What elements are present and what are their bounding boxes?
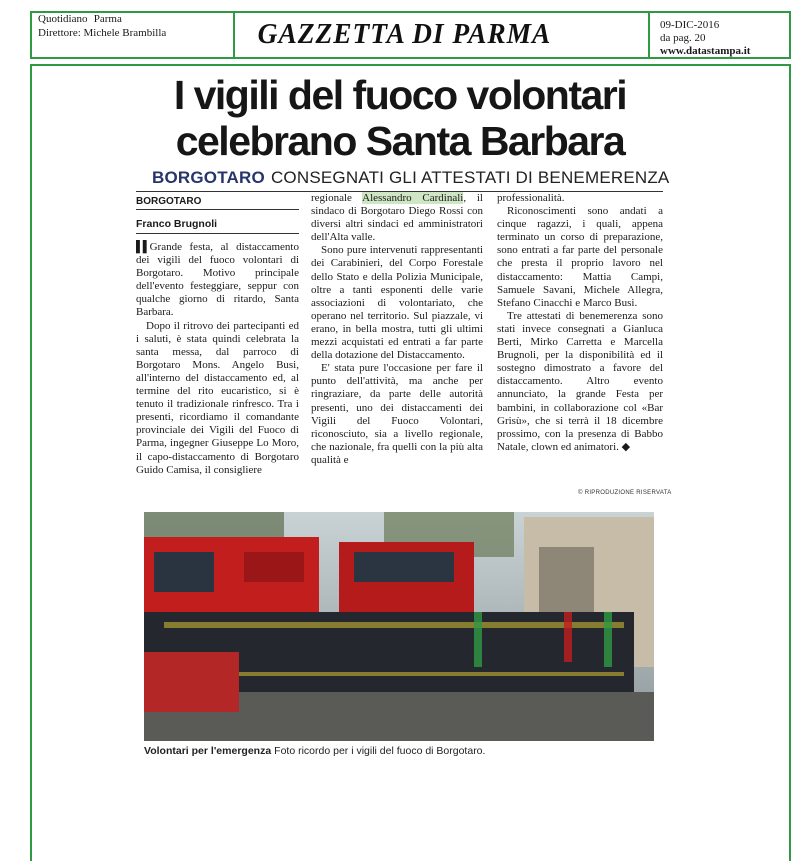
header-divider-right [648,12,650,59]
subtitle [152,168,670,188]
headline-line-2: celebrano Santa Barbara [175,118,625,164]
subtitle-text: CONSEGNATI GLI ATTESTATI DI BENEMERENZA [270,168,670,187]
group-photo [144,512,654,741]
author: Franco Brugnoli [136,218,218,230]
page-ref: da pag. 20 [660,32,706,44]
date: 09-DIC-2016 [660,19,720,31]
kicker: BORGOTARO [152,168,265,187]
location-tag: BORGOTARO [136,196,202,207]
article-column-2 [311,192,483,467]
caption-text: Foto ricordo per i vigili del fuoco di Borgotaro. [274,745,486,757]
author-rule [136,233,299,234]
site-link[interactable]: www.datastampa.it [660,45,751,57]
paper-city: Parma [93,13,122,25]
group-photo-illustration [144,512,654,741]
masthead: GAZZETTA DI PARMA [257,19,552,50]
copyright-note: © RIPRODUZIONE RISERVATA [578,490,672,496]
paragraph: Sono pure intervenuti rappresentanti dei Carabinieri, del Corpo Forestale dello Stato e della Polizia Municipale, oltre a tanti esponenti delle varie associazioni di volontariato, che operano nel territorio. Sul piazzale, vi erano, in bella mostra, tutti gli ultimi mezzi acquistati ed entrati a far parte della dotazione del Distaccamento. [311,244,483,362]
paragraph: regionale Alessandro Cardinali, il sindaco di Borgotaro Diego Rossi con diversi altri sindaci ed amministratori dell'Alta valle. [311,192,483,244]
article-column-1 [136,241,299,477]
paragraph: Tre attestati di benemerenza sono stati invece consegnati a Gianluca Berti, Mirko Carretta e Marcella Brugnoli, per la disponibilità ed il sostegno dimostrato a favore del distaccamento. Altro evento annunciato, la grande Festa per bambini, in collaborazione col «Bar Grisù», che si terrà il 18 dicembre prossimo, con la presenza di Babbo Natale, clown ed animatori. ◆ [497,309,663,453]
paragraph: ▌▌Grande festa, al distaccamento dei vigili del fuoco volontari di Borgotaro. Motivo principale dell'evento festeggiare, seppur con qualche giorno di ritardo, Santa Barbara. [136,241,299,319]
paragraph: Dopo il ritrovo dei partecipanti ed i saluti, è stata quindi celebrata la santa messa, dal parroco di Borgotaro Mons. Angelo Busi, all'interno del distaccamento ed, al termine del rito eucaristico, si è tenuto il tradizionale rinfresco. Tra i presenti, ricordiamo il comandante provinciale dei Vigili del Fuoco di Parma, ingegner Giuseppe Lo Moro, il capo-distaccamento di Borgotaro Guido Camisa, il consigliere [136,319,299,476]
paragraph-mark: ▌▌ [136,241,150,253]
header-left [38,12,166,40]
paragraph: professionalità. [497,192,565,204]
highlighted-name: Alessandro Cardinali [362,192,464,204]
article-column-3 [497,192,663,454]
paper-type: Quotidiano [38,13,88,25]
header-right [660,19,750,58]
headline [140,72,660,164]
paragraph: Riconoscimenti sono andati a cinque ragazzi, i quali, appena terminato un corso di preparazione, sono entrati a far parte del personale che presta il proprio lavoro nel distaccamento: Mattia Campi, Samuele Savani, Michele Allegra, Stefano Cinacchi e Marco Busi. [497,205,663,309]
director: Direttore: Michele Brambilla [38,27,167,39]
caption-lead: Volontari per l'emergenza [144,745,272,757]
paragraph: E' stata pure l'occasione per fare il punto dell'attività, ma anche per ringraziare, da parte delle autorità presenti, uno dei distaccamenti dei Vigili del Fuoco Volontari, riconosciuto, sia a livello regionale, che nazionale, fra quelli con la più alta qualità e [311,362,483,466]
photo-caption [144,745,485,757]
headline-line-1: I vigili del fuoco volontari [173,72,627,118]
location-rule [136,209,299,210]
